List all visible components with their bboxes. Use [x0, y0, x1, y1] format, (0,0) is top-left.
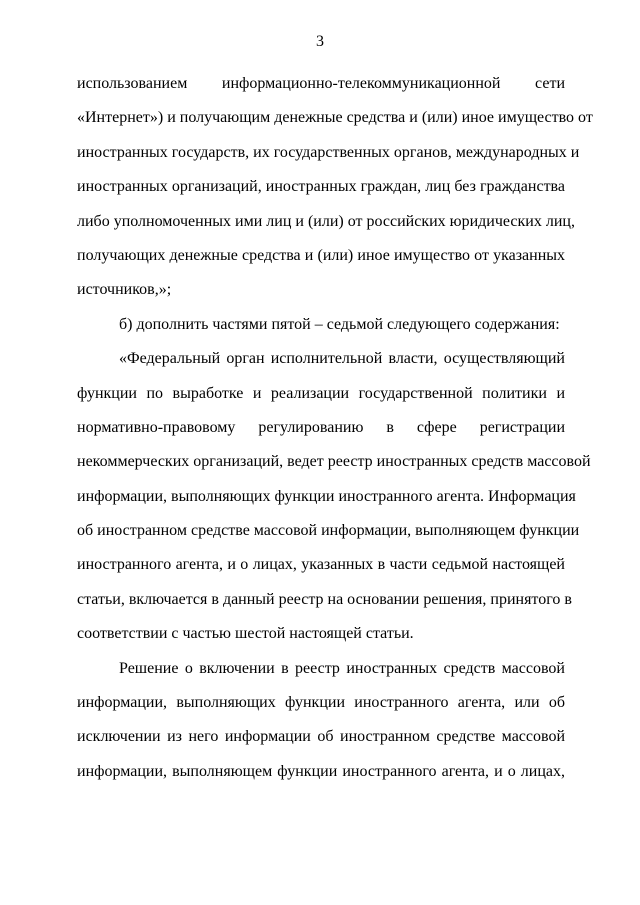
page-number: 3: [316, 33, 324, 50]
text-line: б) дополнить частями пятой – седьмой следующего содержания:: [119, 315, 560, 333]
text-line: некоммерческих организаций, ведет реестр иностранных средств массовой: [77, 453, 591, 471]
text-line: использованием информационно-телекоммуникационной сети: [77, 75, 565, 92]
paragraph: [77, 67, 593, 308]
paragraph: [77, 308, 565, 342]
document-body: [77, 67, 593, 789]
text-line: Решение о включении в реестр иностранных средств массовой: [119, 659, 565, 677]
text-line: иностранных государств, их государственных органов, международных и: [77, 143, 580, 161]
text-line: источников,»;: [77, 281, 172, 299]
text-line: иностранного агента, и о лицах, указанных в части седьмой настоящей: [77, 556, 565, 574]
text-line: «Федеральный орган исполнительной власти, осуществляющий: [119, 350, 565, 368]
text-line: нормативно-правовому регулированию в сфере регистрации: [77, 418, 565, 436]
text-line: либо уполномоченных ими лиц и (или) от российских юридических лиц,: [77, 212, 575, 230]
text-line: информации, выполняющих функции иностранного агента. Информация: [77, 487, 576, 505]
paragraph: [77, 342, 591, 652]
text-line: об иностранном средстве массовой информации, выполняющем функции: [77, 522, 580, 540]
text-line: исключении из него информации об иностранном средстве массовой: [77, 728, 565, 746]
paragraph: [77, 652, 565, 790]
text-line: информации, выполняющем функции иностранного агента, и о лицах,: [77, 762, 565, 780]
text-line: иностранных организаций, иностранных граждан, лиц без гражданства: [77, 178, 565, 196]
text-line: статьи, включается в данный реестр на основании решения, принятого в: [77, 590, 572, 608]
text-line: соответствии с частью шестой настоящей статьи.: [77, 625, 414, 643]
text-line: «Интернет») и получающим денежные средства и (или) иное имущество от: [77, 109, 593, 127]
text-line: функции по выработке и реализации государственной политики и: [77, 384, 565, 402]
text-line: получающих денежные средства и (или) иное имущество от указанных: [77, 246, 565, 264]
text-line: информации, выполняющих функции иностранного агента, или об: [77, 694, 565, 712]
